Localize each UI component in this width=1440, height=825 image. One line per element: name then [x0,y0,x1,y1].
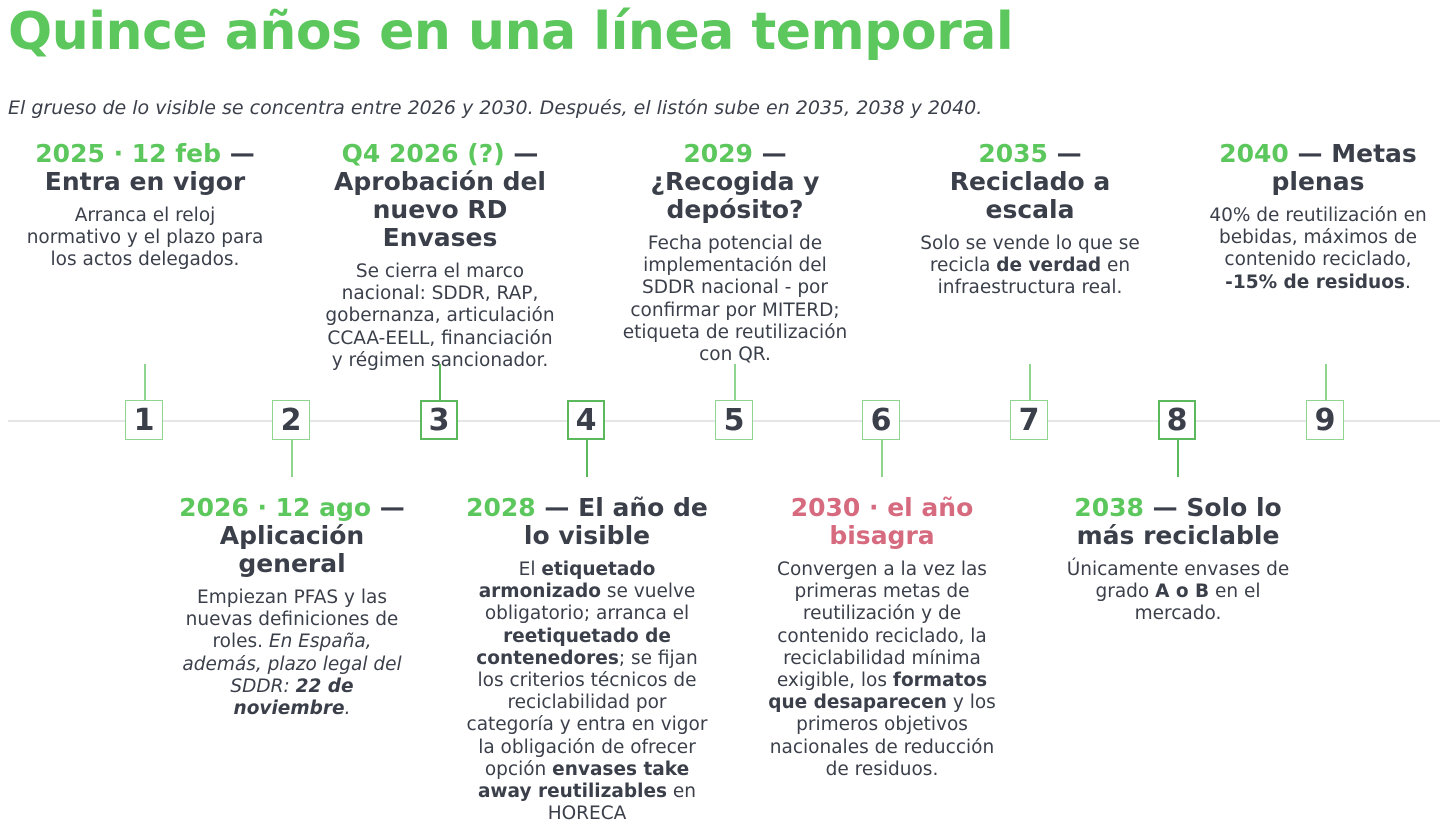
milestone-date: 2029 [683,139,753,168]
description-segment: Empiezan PFAS y las nuevas definiciones de roles. [185,587,399,653]
description-segment: Convergen a la vez las primeras metas de reutilización y de contenido reciclado, la reciclabilidad mínima exigible, los [776,559,987,692]
page-title: Quince años en una línea temporal [8,2,1014,62]
milestone-connector [586,440,588,477]
milestone-number: 1 [125,400,163,440]
description-segment: . [1404,271,1411,293]
description-segment: Fecha potencial de implementación del SDDR nacional - por confirmar por MITERD; etiqueta de reutilización con QR. [622,233,848,366]
milestone-title: Aprobación del nuevo RD Envases [334,167,546,252]
milestone-date: 2030 · el año bisagra [790,493,974,550]
milestone-date: 2040 [1219,139,1289,168]
milestone-description [462,559,712,825]
milestone-title: Reciclado a escala [949,167,1111,224]
milestone-connector [1325,364,1327,402]
description-segment: . [344,698,351,720]
description-segment: Únicamente envases de grado [1066,559,1290,603]
milestone-separator: — [752,139,787,168]
milestone-number: 3 [420,400,458,440]
milestone-separator: — [1288,139,1332,168]
milestone-separator: — [535,493,579,522]
milestone-date: 2028 [466,493,536,522]
milestone-number: 4 [567,400,605,440]
milestone-event [25,140,265,272]
description-segment: en el mercado. [1134,581,1261,625]
milestone-number: 8 [1158,400,1196,440]
milestone-description [615,233,855,366]
milestone-description [320,261,560,372]
milestone-separator: — [504,139,539,168]
milestone-date: 2038 [1074,493,1144,522]
description-segment: etiquetado armonizado [478,559,656,603]
milestone-heading [1058,494,1298,550]
milestone-event [762,494,1002,781]
milestone-event [462,494,712,825]
milestone-event [910,140,1150,300]
description-segment: A o B [1155,581,1210,603]
milestone-heading [910,140,1150,224]
milestone-event [1198,140,1438,294]
milestone-separator: — [371,493,405,522]
milestone-heading [615,140,855,224]
milestone-heading [25,140,265,196]
milestone-event [172,494,412,720]
description-segment: formatos que desaparecen [768,670,988,714]
milestone-event [320,140,560,372]
milestone-description [1058,559,1298,626]
milestone-heading [1198,140,1438,196]
milestone-date: Q4 2026 (?) [341,139,505,168]
milestone-number: 9 [1306,400,1344,440]
milestone-title: Aplicación general [219,521,365,578]
milestone-number: 6 [862,400,900,440]
milestone-description [172,587,412,720]
milestone-number: 2 [272,400,310,440]
milestone-date: 2025 · 12 feb [35,139,221,168]
milestone-event [615,140,855,366]
description-segment: y los primeros objetivos nacionales de reducción de residuos. [769,692,996,780]
description-segment: en infraestructura real. [937,255,1131,299]
page-subtitle: El grueso de lo visible se concentra entre 2026 y 2030. Después, el listón sube en 2035, 2038 y 2040. [8,97,983,119]
milestone-number: 7 [1010,400,1048,440]
milestone-description [910,233,1150,300]
milestone-event [1058,494,1298,626]
description-segment: se vuelve obligatorio; arranca el [484,581,696,625]
description-segment: de verdad [996,255,1102,277]
milestone-heading [172,494,412,578]
description-segment: reetiquetado de contenedores [476,625,671,669]
milestone-separator: — [1143,493,1187,522]
milestone-date: 2026 · 12 ago [179,493,372,522]
description-segment: -15% de residuos [1225,271,1405,293]
description-segment: En España, además, plazo legal del SDDR: [182,631,402,697]
milestone-description [1198,205,1438,294]
description-segment: 40% de reutilización en bebidas, máximos de contenido reciclado, [1209,205,1427,271]
description-segment: Solo se vende lo que se recicla [920,233,1140,277]
description-segment: Arranca el reloj normativo y el plazo para los actos delegados. [26,205,264,271]
milestone-connector [1177,440,1179,477]
milestone-separator: — [221,139,255,168]
milestone-connector [291,440,293,477]
milestone-connector [734,364,736,402]
description-segment: Se cierra el marco nacional: SDDR, RAP, gobernanza, articulación CCAA-EELL, financiación y régimen sancionador. [325,261,555,371]
milestone-title: ¿Recogida y depósito? [650,167,820,224]
milestone-connector [881,440,883,477]
milestone-heading [462,494,712,550]
description-segment: El [518,559,542,580]
description-segment: 22 de noviembre [233,675,354,720]
milestone-title: Metas plenas [1271,139,1417,196]
milestone-description [762,559,1002,781]
milestone-description [25,205,265,272]
milestone-heading [320,140,560,252]
milestone-heading [762,494,1002,550]
milestone-separator: — [1047,139,1082,168]
description-segment: ; se fijan los criterios técnicos de reciclabilidad por categoría y entra en vigor la obligación de ofrecer opción [466,647,708,780]
description-segment: envases take away reutilizables [477,758,690,803]
milestone-connector [144,364,146,402]
milestone-title: El año de lo visible [523,493,708,550]
milestone-date: 2035 [978,139,1048,168]
milestone-connector [1029,364,1031,402]
description-segment: en HORECA [547,781,697,825]
milestone-title: Entra en vigor [44,167,246,196]
milestone-title: Solo lo más reciclable [1076,493,1282,550]
milestone-number: 5 [715,400,753,440]
